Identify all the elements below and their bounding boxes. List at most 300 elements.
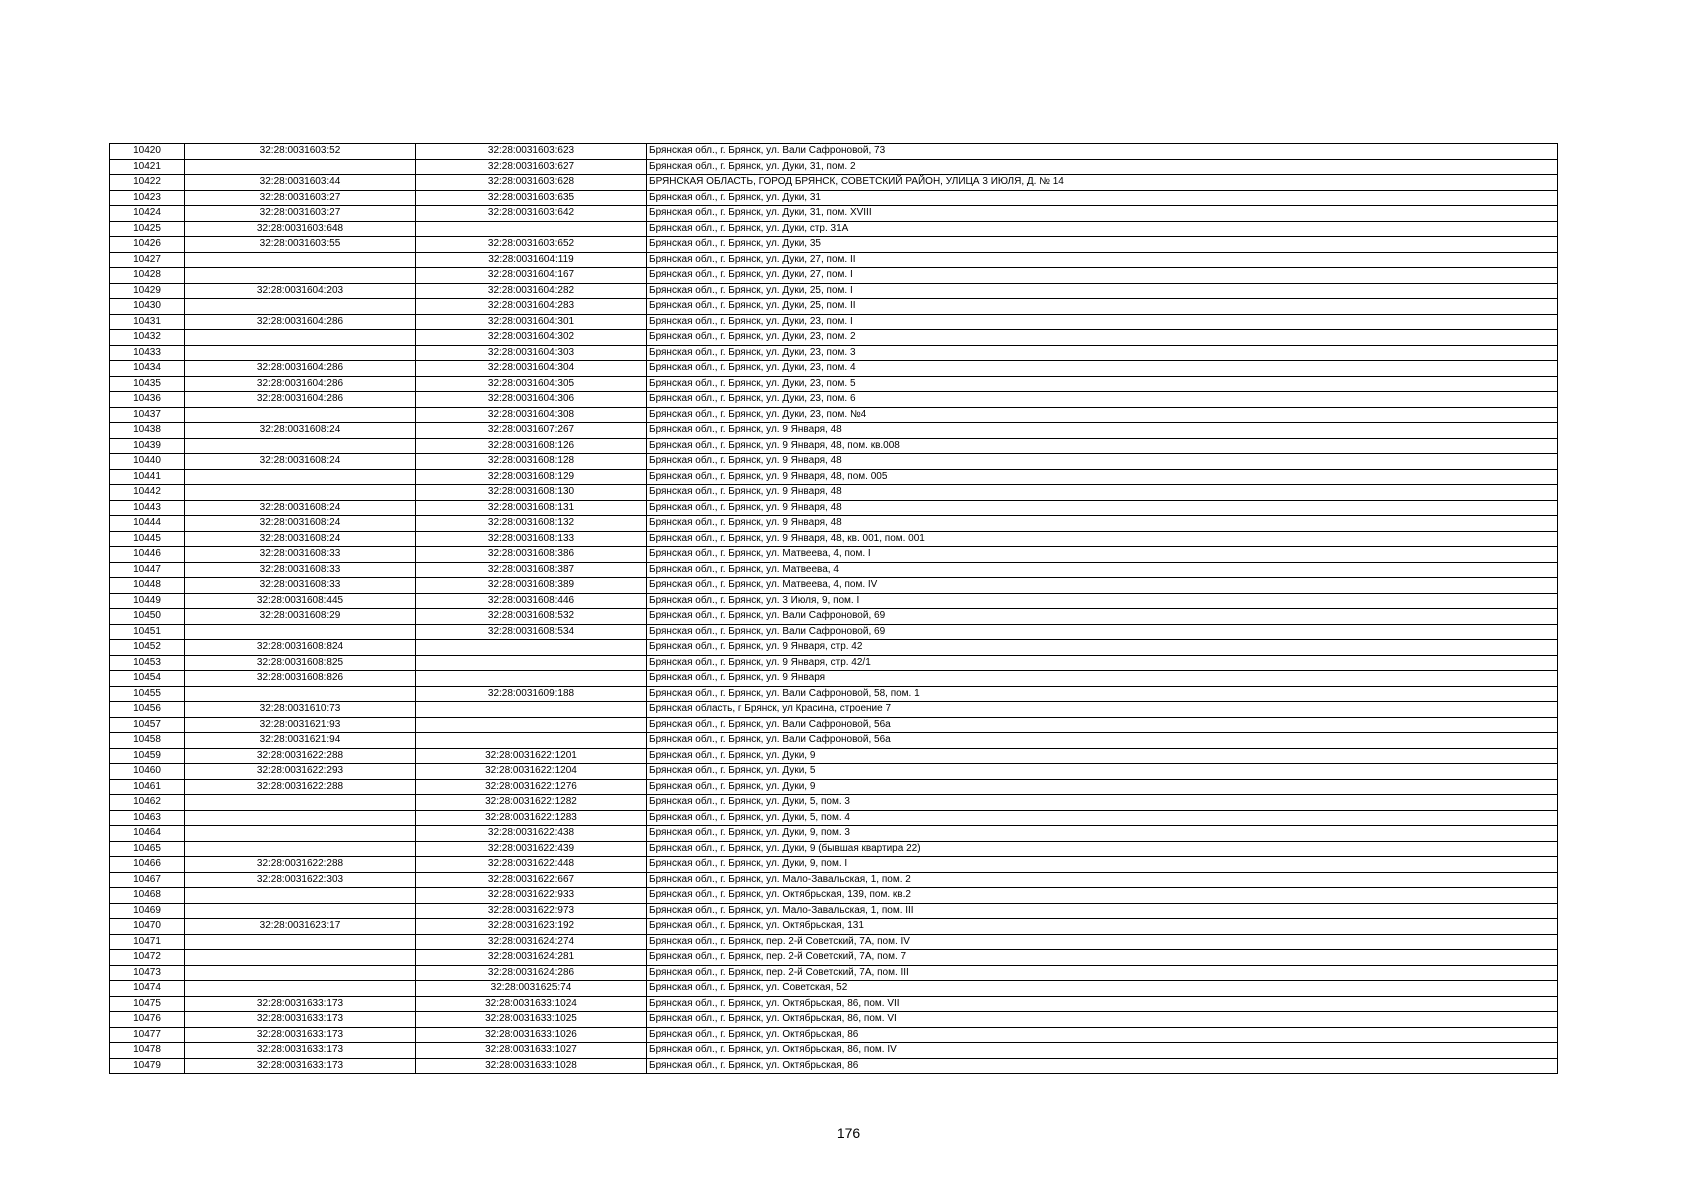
row-number-cell: 10464 (110, 826, 185, 842)
table-row (110, 237, 1558, 253)
row-number-cell: 10463 (110, 810, 185, 826)
row-number-cell: 10435 (110, 376, 185, 392)
row-number-cell: 10434 (110, 361, 185, 377)
address-cell: Брянская обл., г. Брянск, ул. Матвеева, 4 (647, 562, 1558, 578)
object-cadastral-cell: 32:28:0031608:129 (416, 469, 647, 485)
table-row (110, 314, 1558, 330)
address-cell: Брянская обл., г. Брянск, ул. 9 Января, 48 (647, 454, 1558, 470)
row-number-cell: 10439 (110, 438, 185, 454)
land-plot-cadastral-cell: 32:28:0031604:203 (185, 283, 416, 299)
land-plot-cadastral-cell: 32:28:0031608:33 (185, 562, 416, 578)
row-number-cell: 10424 (110, 206, 185, 222)
object-cadastral-cell: 32:28:0031608:387 (416, 562, 647, 578)
land-plot-cadastral-cell (185, 624, 416, 640)
table-row (110, 919, 1558, 935)
address-cell: Брянская обл., г. Брянск, ул. Дуки, 25, пом. II (647, 299, 1558, 315)
address-cell: Брянская обл., г. Брянск, ул. Дуки, 31, пом. XVIII (647, 206, 1558, 222)
row-number-cell: 10442 (110, 485, 185, 501)
object-cadastral-cell: 32:28:0031622:1282 (416, 795, 647, 811)
object-cadastral-cell: 32:28:0031622:439 (416, 841, 647, 857)
row-number-cell: 10465 (110, 841, 185, 857)
address-cell: Брянская обл., г. Брянск, ул. Вали Сафроновой, 69 (647, 609, 1558, 625)
object-cadastral-cell: 32:28:0031603:627 (416, 159, 647, 175)
land-plot-cadastral-cell: 32:28:0031621:93 (185, 717, 416, 733)
object-cadastral-cell (416, 733, 647, 749)
address-cell: Брянская обл., г. Брянск, ул. 9 Января, 48 (647, 423, 1558, 439)
table-row (110, 500, 1558, 516)
land-plot-cadastral-cell: 32:28:0031603:44 (185, 175, 416, 191)
object-cadastral-cell: 32:28:0031609:188 (416, 686, 647, 702)
land-plot-cadastral-cell: 32:28:0031608:33 (185, 578, 416, 594)
row-number-cell: 10440 (110, 454, 185, 470)
table-row (110, 903, 1558, 919)
table-row (110, 671, 1558, 687)
land-plot-cadastral-cell: 32:28:0031608:24 (185, 516, 416, 532)
object-cadastral-cell: 32:28:0031608:128 (416, 454, 647, 470)
object-cadastral-cell: 32:28:0031608:534 (416, 624, 647, 640)
row-number-cell: 10427 (110, 252, 185, 268)
property-registry-table (109, 143, 1558, 1074)
address-cell: Брянская обл., г. Брянск, ул. Октябрьская, 139, пом. кв.2 (647, 888, 1558, 904)
table-row (110, 268, 1558, 284)
row-number-cell: 10450 (110, 609, 185, 625)
land-plot-cadastral-cell: 32:28:0031608:824 (185, 640, 416, 656)
object-cadastral-cell: 32:28:0031604:303 (416, 345, 647, 361)
address-cell: Брянская обл., г. Брянск, ул. Дуки, стр. 31А (647, 221, 1558, 237)
address-cell: Брянская обл., г. Брянск, ул. Дуки, 9, пом. 3 (647, 826, 1558, 842)
land-plot-cadastral-cell (185, 299, 416, 315)
address-cell: Брянская обл., г. Брянск, ул. Вали Сафроновой, 56а (647, 733, 1558, 749)
land-plot-cadastral-cell: 32:28:0031608:29 (185, 609, 416, 625)
row-number-cell: 10448 (110, 578, 185, 594)
object-cadastral-cell: 32:28:0031608:132 (416, 516, 647, 532)
land-plot-cadastral-cell (185, 686, 416, 702)
table-row (110, 345, 1558, 361)
table-row (110, 640, 1558, 656)
row-number-cell: 10437 (110, 407, 185, 423)
address-cell: Брянская обл., г. Брянск, пер. 2-й Советский, 7А, пом. 7 (647, 950, 1558, 966)
table-row (110, 469, 1558, 485)
table-row (110, 764, 1558, 780)
address-cell: Брянская обл., г. Брянск, пер. 2-й Советский, 7А, пом. III (647, 965, 1558, 981)
table-row (110, 965, 1558, 981)
row-number-cell: 10460 (110, 764, 185, 780)
row-number-cell: 10477 (110, 1027, 185, 1043)
land-plot-cadastral-cell: 32:28:0031622:288 (185, 779, 416, 795)
row-number-cell: 10456 (110, 702, 185, 718)
address-cell: Брянская обл., г. Брянск, ул. Дуки, 35 (647, 237, 1558, 253)
land-plot-cadastral-cell: 32:28:0031604:286 (185, 376, 416, 392)
object-cadastral-cell: 32:28:0031633:1027 (416, 1043, 647, 1059)
row-number-cell: 10466 (110, 857, 185, 873)
land-plot-cadastral-cell (185, 795, 416, 811)
row-number-cell: 10458 (110, 733, 185, 749)
land-plot-cadastral-cell: 32:28:0031604:286 (185, 314, 416, 330)
land-plot-cadastral-cell: 32:28:0031633:173 (185, 996, 416, 1012)
row-number-cell: 10453 (110, 655, 185, 671)
object-cadastral-cell: 32:28:0031603:652 (416, 237, 647, 253)
row-number-cell: 10430 (110, 299, 185, 315)
address-cell: Брянская обл., г. Брянск, пер. 2-й Советский, 7А, пом. IV (647, 934, 1558, 950)
object-cadastral-cell: 32:28:0031604:283 (416, 299, 647, 315)
address-cell: Брянская обл., г. Брянск, ул. Мало-Завальская, 1, пом. 2 (647, 872, 1558, 888)
land-plot-cadastral-cell: 32:28:0031622:288 (185, 748, 416, 764)
object-cadastral-cell: 32:28:0031604:308 (416, 407, 647, 423)
object-cadastral-cell: 32:28:0031608:133 (416, 531, 647, 547)
row-number-cell: 10438 (110, 423, 185, 439)
table-row (110, 454, 1558, 470)
table-row (110, 547, 1558, 563)
address-cell: Брянская обл., г. Брянск, ул. 9 Января, 48 (647, 485, 1558, 501)
object-cadastral-cell: 32:28:0031622:1283 (416, 810, 647, 826)
row-number-cell: 10426 (110, 237, 185, 253)
land-plot-cadastral-cell: 32:28:0031633:173 (185, 1012, 416, 1028)
object-cadastral-cell: 32:28:0031608:126 (416, 438, 647, 454)
table-row (110, 252, 1558, 268)
row-number-cell: 10444 (110, 516, 185, 532)
row-number-cell: 10443 (110, 500, 185, 516)
table-row (110, 795, 1558, 811)
table-row (110, 1043, 1558, 1059)
land-plot-cadastral-cell: 32:28:0031622:288 (185, 857, 416, 873)
object-cadastral-cell (416, 655, 647, 671)
row-number-cell: 10452 (110, 640, 185, 656)
table-row (110, 190, 1558, 206)
land-plot-cadastral-cell: 32:28:0031633:173 (185, 1058, 416, 1074)
object-cadastral-cell (416, 640, 647, 656)
table-row (110, 857, 1558, 873)
table-row (110, 996, 1558, 1012)
address-cell: Брянская обл., г. Брянск, ул. Дуки, 23, пом. 3 (647, 345, 1558, 361)
row-number-cell: 10461 (110, 779, 185, 795)
object-cadastral-cell: 32:28:0031603:623 (416, 144, 647, 160)
land-plot-cadastral-cell: 32:28:0031622:293 (185, 764, 416, 780)
table-row (110, 1012, 1558, 1028)
row-number-cell: 10429 (110, 283, 185, 299)
address-cell: Брянская обл., г. Брянск, ул. Дуки, 31, пом. 2 (647, 159, 1558, 175)
row-number-cell: 10476 (110, 1012, 185, 1028)
address-cell: Брянская обл., г. Брянск, ул. Октябрьская, 131 (647, 919, 1558, 935)
table-row (110, 221, 1558, 237)
land-plot-cadastral-cell (185, 159, 416, 175)
row-number-cell: 10467 (110, 872, 185, 888)
object-cadastral-cell: 32:28:0031603:628 (416, 175, 647, 191)
row-number-cell: 10468 (110, 888, 185, 904)
address-cell: БРЯНСКАЯ ОБЛАСТЬ, ГОРОД БРЯНСК, СОВЕТСКИЙ РАЙОН, УЛИЦА 3 ИЮЛЯ, Д. № 14 (647, 175, 1558, 191)
land-plot-cadastral-cell: 32:28:0031603:27 (185, 190, 416, 206)
table-row (110, 888, 1558, 904)
address-cell: Брянская обл., г. Брянск, ул. Вали Сафроновой, 69 (647, 624, 1558, 640)
address-cell: Брянская обл., г. Брянск, ул. Дуки, 27, пом. I (647, 268, 1558, 284)
address-cell: Брянская обл., г. Брянск, ул. Дуки, 5, пом. 4 (647, 810, 1558, 826)
table-row (110, 361, 1558, 377)
address-cell: Брянская область, г Брянск, ул Красина, строение 7 (647, 702, 1558, 718)
land-plot-cadastral-cell (185, 981, 416, 997)
land-plot-cadastral-cell: 32:28:0031610:73 (185, 702, 416, 718)
address-cell: Брянская обл., г. Брянск, ул. Дуки, 23, пом. №4 (647, 407, 1558, 423)
address-cell: Брянская обл., г. Брянск, ул. 3 Июля, 9, пом. I (647, 593, 1558, 609)
object-cadastral-cell: 32:28:0031603:642 (416, 206, 647, 222)
object-cadastral-cell: 32:28:0031604:119 (416, 252, 647, 268)
land-plot-cadastral-cell (185, 826, 416, 842)
object-cadastral-cell: 32:28:0031633:1026 (416, 1027, 647, 1043)
row-number-cell: 10457 (110, 717, 185, 733)
row-number-cell: 10423 (110, 190, 185, 206)
address-cell: Брянская обл., г. Брянск, ул. Октябрьская, 86, пом. IV (647, 1043, 1558, 1059)
object-cadastral-cell: 32:28:0031633:1024 (416, 996, 647, 1012)
row-number-cell: 10449 (110, 593, 185, 609)
table-row (110, 376, 1558, 392)
object-cadastral-cell: 32:28:0031608:532 (416, 609, 647, 625)
land-plot-cadastral-cell (185, 841, 416, 857)
address-cell: Брянская обл., г. Брянск, ул. Матвеева, 4, пом. IV (647, 578, 1558, 594)
row-number-cell: 10475 (110, 996, 185, 1012)
row-number-cell: 10428 (110, 268, 185, 284)
object-cadastral-cell: 32:28:0031608:389 (416, 578, 647, 594)
land-plot-cadastral-cell: 32:28:0031622:303 (185, 872, 416, 888)
object-cadastral-cell: 32:28:0031604:301 (416, 314, 647, 330)
land-plot-cadastral-cell: 32:28:0031633:173 (185, 1043, 416, 1059)
land-plot-cadastral-cell: 32:28:0031603:52 (185, 144, 416, 160)
table-row (110, 485, 1558, 501)
object-cadastral-cell: 32:28:0031607:267 (416, 423, 647, 439)
table-row (110, 159, 1558, 175)
object-cadastral-cell: 32:28:0031624:286 (416, 965, 647, 981)
address-cell: Брянская обл., г. Брянск, ул. Октябрьская, 86, пом. VI (647, 1012, 1558, 1028)
address-cell: Брянская обл., г. Брянск, ул. 9 Января, стр. 42/1 (647, 655, 1558, 671)
land-plot-cadastral-cell (185, 888, 416, 904)
land-plot-cadastral-cell: 32:28:0031603:55 (185, 237, 416, 253)
row-number-cell: 10431 (110, 314, 185, 330)
land-plot-cadastral-cell: 32:28:0031604:286 (185, 361, 416, 377)
row-number-cell: 10472 (110, 950, 185, 966)
row-number-cell: 10470 (110, 919, 185, 935)
table-row (110, 655, 1558, 671)
address-cell: Брянская обл., г. Брянск, ул. 9 Января (647, 671, 1558, 687)
row-number-cell: 10432 (110, 330, 185, 346)
address-cell: Брянская обл., г. Брянск, ул. Дуки, 5 (647, 764, 1558, 780)
land-plot-cadastral-cell: 32:28:0031623:17 (185, 919, 416, 935)
table-row (110, 593, 1558, 609)
land-plot-cadastral-cell (185, 438, 416, 454)
object-cadastral-cell: 32:28:0031622:1201 (416, 748, 647, 764)
land-plot-cadastral-cell (185, 934, 416, 950)
land-plot-cadastral-cell: 32:28:0031608:445 (185, 593, 416, 609)
land-plot-cadastral-cell (185, 485, 416, 501)
object-cadastral-cell: 32:28:0031623:192 (416, 919, 647, 935)
row-number-cell: 10436 (110, 392, 185, 408)
address-cell: Брянская обл., г. Брянск, ул. Дуки, 31 (647, 190, 1558, 206)
row-number-cell: 10420 (110, 144, 185, 160)
land-plot-cadastral-cell (185, 330, 416, 346)
object-cadastral-cell (416, 221, 647, 237)
object-cadastral-cell: 32:28:0031622:448 (416, 857, 647, 873)
address-cell: Брянская обл., г. Брянск, ул. 9 Января, 48, пом. 005 (647, 469, 1558, 485)
land-plot-cadastral-cell: 32:28:0031608:24 (185, 531, 416, 547)
table-row (110, 1027, 1558, 1043)
table-row (110, 407, 1558, 423)
table-row (110, 516, 1558, 532)
address-cell: Брянская обл., г. Брянск, ул. Вали Сафроновой, 73 (647, 144, 1558, 160)
address-cell: Брянская обл., г. Брянск, ул. Дуки, 23, пом. I (647, 314, 1558, 330)
address-cell: Брянская обл., г. Брянск, ул. Дуки, 23, пом. 6 (647, 392, 1558, 408)
address-cell: Брянская обл., г. Брянск, ул. Вали Сафроновой, 56а (647, 717, 1558, 733)
object-cadastral-cell: 32:28:0031608:386 (416, 547, 647, 563)
address-cell: Брянская обл., г. Брянск, ул. Октябрьская, 86 (647, 1027, 1558, 1043)
row-number-cell: 10474 (110, 981, 185, 997)
land-plot-cadastral-cell: 32:28:0031603:648 (185, 221, 416, 237)
registry-table-body (110, 144, 1558, 1074)
object-cadastral-cell: 32:28:0031604:304 (416, 361, 647, 377)
table-row (110, 950, 1558, 966)
object-cadastral-cell: 32:28:0031604:305 (416, 376, 647, 392)
table-row (110, 330, 1558, 346)
land-plot-cadastral-cell: 32:28:0031608:825 (185, 655, 416, 671)
table-row (110, 810, 1558, 826)
table-row (110, 562, 1558, 578)
object-cadastral-cell: 32:28:0031604:167 (416, 268, 647, 284)
land-plot-cadastral-cell: 32:28:0031608:24 (185, 500, 416, 516)
object-cadastral-cell: 32:28:0031624:281 (416, 950, 647, 966)
land-plot-cadastral-cell (185, 965, 416, 981)
table-row (110, 717, 1558, 733)
address-cell: Брянская обл., г. Брянск, ул. Дуки, 23, пом. 2 (647, 330, 1558, 346)
object-cadastral-cell: 32:28:0031608:130 (416, 485, 647, 501)
object-cadastral-cell: 32:28:0031604:282 (416, 283, 647, 299)
land-plot-cadastral-cell (185, 407, 416, 423)
table-row (110, 934, 1558, 950)
table-row (110, 144, 1558, 160)
table-row (110, 1058, 1558, 1074)
object-cadastral-cell: 32:28:0031622:973 (416, 903, 647, 919)
object-cadastral-cell: 32:28:0031622:933 (416, 888, 647, 904)
row-number-cell: 10447 (110, 562, 185, 578)
row-number-cell: 10454 (110, 671, 185, 687)
address-cell: Брянская обл., г. Брянск, ул. Дуки, 23, пом. 4 (647, 361, 1558, 377)
object-cadastral-cell (416, 717, 647, 733)
row-number-cell: 10462 (110, 795, 185, 811)
table-row (110, 531, 1558, 547)
land-plot-cadastral-cell: 32:28:0031608:826 (185, 671, 416, 687)
table-row (110, 981, 1558, 997)
land-plot-cadastral-cell: 32:28:0031633:173 (185, 1027, 416, 1043)
object-cadastral-cell: 32:28:0031622:667 (416, 872, 647, 888)
table-row (110, 748, 1558, 764)
row-number-cell: 10446 (110, 547, 185, 563)
object-cadastral-cell: 32:28:0031604:306 (416, 392, 647, 408)
table-row (110, 624, 1558, 640)
object-cadastral-cell: 32:28:0031625:74 (416, 981, 647, 997)
land-plot-cadastral-cell: 32:28:0031608:33 (185, 547, 416, 563)
land-plot-cadastral-cell: 32:28:0031608:24 (185, 454, 416, 470)
land-plot-cadastral-cell: 32:28:0031621:94 (185, 733, 416, 749)
land-plot-cadastral-cell: 32:28:0031603:27 (185, 206, 416, 222)
row-number-cell: 10455 (110, 686, 185, 702)
object-cadastral-cell: 32:28:0031633:1028 (416, 1058, 647, 1074)
land-plot-cadastral-cell (185, 903, 416, 919)
row-number-cell: 10445 (110, 531, 185, 547)
address-cell: Брянская обл., г. Брянск, ул. 9 Января, 48 (647, 516, 1558, 532)
object-cadastral-cell: 32:28:0031603:635 (416, 190, 647, 206)
table-row (110, 423, 1558, 439)
land-plot-cadastral-cell: 32:28:0031604:286 (185, 392, 416, 408)
address-cell: Брянская обл., г. Брянск, ул. Советская, 52 (647, 981, 1558, 997)
address-cell: Брянская обл., г. Брянск, ул. 9 Января, стр. 42 (647, 640, 1558, 656)
address-cell: Брянская обл., г. Брянск, ул. Дуки, 5, пом. 3 (647, 795, 1558, 811)
object-cadastral-cell: 32:28:0031608:446 (416, 593, 647, 609)
table-row (110, 733, 1558, 749)
row-number-cell: 10441 (110, 469, 185, 485)
land-plot-cadastral-cell (185, 268, 416, 284)
row-number-cell: 10451 (110, 624, 185, 640)
row-number-cell: 10421 (110, 159, 185, 175)
address-cell: Брянская обл., г. Брянск, ул. Мало-Завальская, 1, пом. III (647, 903, 1558, 919)
address-cell: Брянская обл., г. Брянск, ул. Вали Сафроновой, 58, пом. 1 (647, 686, 1558, 702)
address-cell: Брянская обл., г. Брянск, ул. Дуки, 9 (647, 748, 1558, 764)
table-row (110, 438, 1558, 454)
land-plot-cadastral-cell (185, 252, 416, 268)
table-row (110, 702, 1558, 718)
table-row (110, 175, 1558, 191)
land-plot-cadastral-cell (185, 810, 416, 826)
row-number-cell: 10473 (110, 965, 185, 981)
address-cell: Брянская обл., г. Брянск, ул. Матвеева, 4, пом. I (647, 547, 1558, 563)
row-number-cell: 10471 (110, 934, 185, 950)
table-row (110, 872, 1558, 888)
address-cell: Брянская обл., г. Брянск, ул. Октябрьская, 86 (647, 1058, 1558, 1074)
object-cadastral-cell: 32:28:0031622:1204 (416, 764, 647, 780)
address-cell: Брянская обл., г. Брянск, ул. Дуки, 9, пом. I (647, 857, 1558, 873)
land-plot-cadastral-cell (185, 950, 416, 966)
row-number-cell: 10422 (110, 175, 185, 191)
address-cell: Брянская обл., г. Брянск, ул. 9 Января, 48 (647, 500, 1558, 516)
table-row (110, 392, 1558, 408)
table-row (110, 841, 1558, 857)
table-row (110, 609, 1558, 625)
table-row (110, 283, 1558, 299)
row-number-cell: 10478 (110, 1043, 185, 1059)
land-plot-cadastral-cell: 32:28:0031608:24 (185, 423, 416, 439)
page-number: 176 (836, 1125, 861, 1141)
object-cadastral-cell (416, 671, 647, 687)
address-cell: Брянская обл., г. Брянск, ул. 9 Января, 48, кв. 001, пом. 001 (647, 531, 1558, 547)
object-cadastral-cell: 32:28:0031633:1025 (416, 1012, 647, 1028)
row-number-cell: 10479 (110, 1058, 185, 1074)
table-row (110, 299, 1558, 315)
row-number-cell: 10425 (110, 221, 185, 237)
object-cadastral-cell: 32:28:0031622:438 (416, 826, 647, 842)
table-row (110, 206, 1558, 222)
address-cell: Брянская обл., г. Брянск, ул. Дуки, 23, пом. 5 (647, 376, 1558, 392)
land-plot-cadastral-cell (185, 345, 416, 361)
row-number-cell: 10469 (110, 903, 185, 919)
object-cadastral-cell: 32:28:0031608:131 (416, 500, 647, 516)
address-cell: Брянская обл., г. Брянск, ул. Дуки, 9 (бывшая квартира 22) (647, 841, 1558, 857)
table-row (110, 686, 1558, 702)
object-cadastral-cell (416, 702, 647, 718)
table-row (110, 779, 1558, 795)
object-cadastral-cell: 32:28:0031604:302 (416, 330, 647, 346)
address-cell: Брянская обл., г. Брянск, ул. 9 Января, 48, пом. кв.008 (647, 438, 1558, 454)
row-number-cell: 10459 (110, 748, 185, 764)
address-cell: Брянская обл., г. Брянск, ул. Октябрьская, 86, пом. VII (647, 996, 1558, 1012)
table-row (110, 826, 1558, 842)
row-number-cell: 10433 (110, 345, 185, 361)
object-cadastral-cell: 32:28:0031622:1276 (416, 779, 647, 795)
table-row (110, 578, 1558, 594)
address-cell: Брянская обл., г. Брянск, ул. Дуки, 27, пом. II (647, 252, 1558, 268)
address-cell: Брянская обл., г. Брянск, ул. Дуки, 9 (647, 779, 1558, 795)
